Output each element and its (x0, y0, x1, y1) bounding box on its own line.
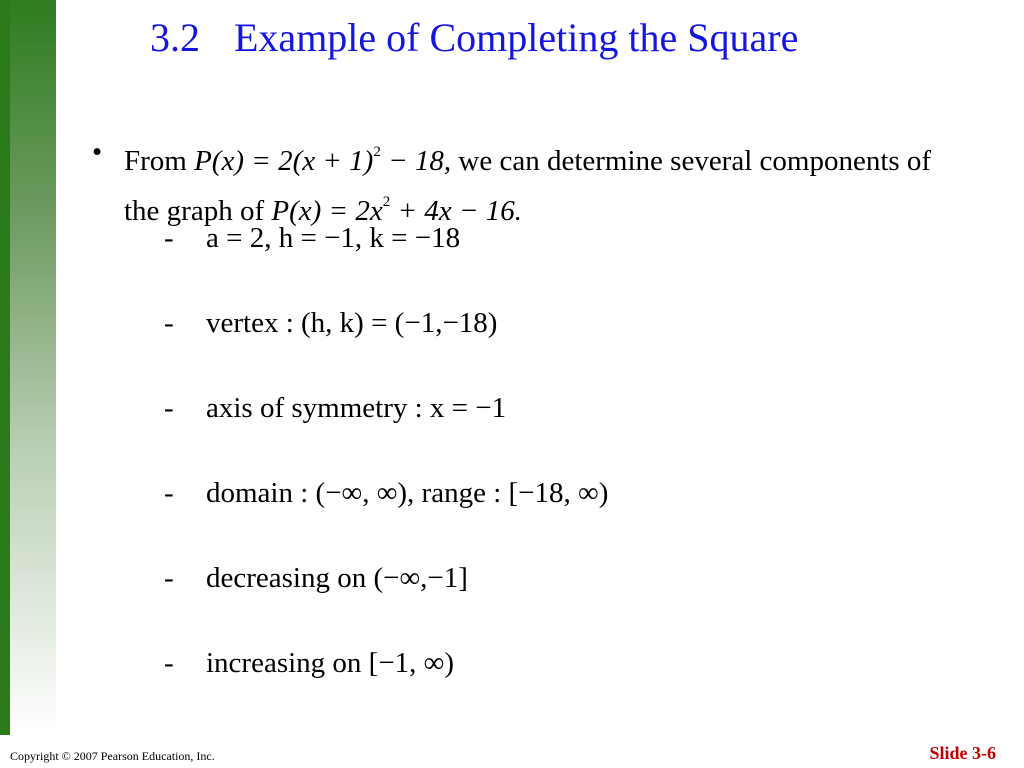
side-decoration-edge (0, 0, 10, 735)
sub-item-dash: - (164, 647, 174, 679)
sub-item-dash: - (164, 307, 174, 339)
title-number: 3.2 (150, 15, 200, 60)
sub-item-increasing (164, 647, 454, 680)
sub-item-text: increasing on [−1, ∞) (206, 647, 455, 679)
sub-item-dash: - (164, 477, 174, 509)
title-text: Example of Completing the Square (234, 15, 799, 60)
equation-vertex-form (194, 145, 451, 177)
eq1-tail: − 18, (380, 145, 452, 177)
sub-item-axis (164, 392, 506, 425)
bullet-mid-text: we can determine several components of the graph of (124, 145, 932, 227)
eq1-exponent: 2 (373, 144, 381, 160)
sub-item-text: a = 2, h = −1, k = −18 (206, 222, 461, 254)
sub-item-text: axis of symmetry : x = −1 (206, 392, 507, 424)
sub-item-parameters (164, 222, 460, 255)
bullet-from-word: From (124, 145, 187, 177)
slide-title (150, 14, 950, 61)
bullet-dot: • (92, 136, 103, 168)
slide-number: Slide 3-6 (929, 743, 996, 763)
sub-item-domain-range (164, 477, 608, 510)
side-decoration-bar (0, 0, 56, 735)
sub-item-text: domain : (−∞, ∞), range : [−18, ∞) (206, 477, 609, 509)
sub-item-dash: - (164, 222, 174, 254)
eq2-exponent: 2 (382, 194, 391, 210)
main-bullet (92, 132, 952, 232)
eq2-tail: + 4x − 16. (390, 195, 522, 227)
sub-item-text: vertex : (h, k) = (−1,−18) (206, 307, 498, 339)
sub-item-text: decreasing on (−∞,−1] (206, 562, 468, 594)
eq1-main: P(x) = 2(x + 1) (194, 145, 374, 177)
sub-item-vertex (164, 307, 497, 340)
eq2-main: P(x) = 2x (271, 195, 383, 227)
sub-item-dash: - (164, 562, 174, 594)
copyright-text: Copyright © 2007 Pearson Education, Inc. (10, 749, 215, 763)
sub-item-dash: - (164, 392, 174, 424)
bullet-text (124, 132, 952, 232)
sub-item-decreasing (164, 562, 468, 595)
